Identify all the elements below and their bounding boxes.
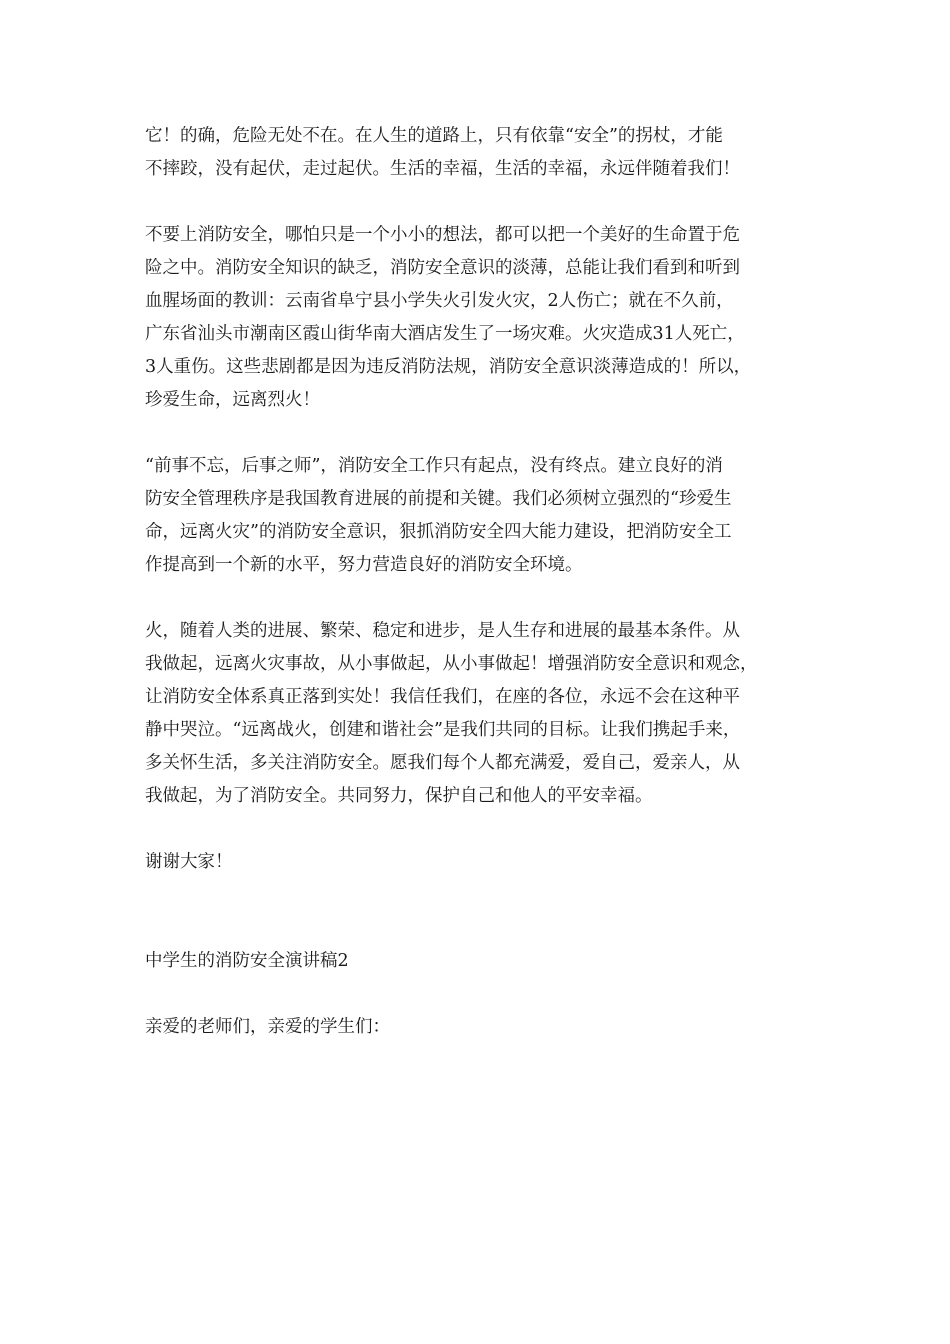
- text-line: 广东省汕头市潮南区霞山街华南大酒店发生了一场灾难。火灾造成31人死亡，: [145, 324, 745, 344]
- text-line: 血腥场面的教训：云南省阜宁县小学失火引发火灾，2人伤亡；就在不久前，: [145, 291, 734, 311]
- paragraph-safety-management: [145, 450, 810, 582]
- text-line: 防安全管理秩序是我国教育进展的前提和关键。我们必须树立强烈的“珍爱生: [145, 489, 732, 509]
- text-line: 火，随着人类的进展、繁荣、稳定和进步，是人生存和进展的最基本条件。从: [145, 621, 740, 641]
- paragraph-thanks: [145, 846, 810, 879]
- text-line: “前事不忘，后事之师”，消防安全工作只有起点，没有终点。建立良好的消: [145, 456, 723, 476]
- paragraph-fire-lessons: [145, 219, 810, 417]
- document-body: [145, 120, 810, 1044]
- section-title-text: 中学生的消防安全演讲稿2: [145, 951, 349, 971]
- text-line: 命，远离火灾”的消防安全意识，狠抓消防安全四大能力建设，把消防安全工: [145, 522, 732, 542]
- text-line: 不摔跤，没有起伏，走过起伏。生活的幸福，生活的幸福，永远伴随着我们！: [145, 159, 740, 179]
- salutation: [145, 1011, 810, 1044]
- text-line: 作提高到一个新的水平，努力营造良好的消防安全环境。: [145, 555, 583, 575]
- text-line: 多关怀生活，多关注消防安全。愿我们每个人都充满爱，爱自己，爱亲人，从: [145, 753, 740, 773]
- text-line: 让消防安全体系真正落到实处！我信任我们，在座的各位，永远不会在这种平: [145, 687, 740, 707]
- text-line: 珍爱生命，远离烈火！: [145, 390, 320, 410]
- text-line: 险之中。消防安全知识的缺乏，消防安全意识的淡薄，总能让我们看到和听到: [145, 258, 740, 278]
- paragraph-fire-and-progress: [145, 615, 810, 813]
- text-line: 静中哭泣。“远离战火，创建和谐社会”是我们共同的目标。让我们携起手来，: [145, 720, 741, 740]
- text-line: 我做起，为了消防安全。共同努力，保护自己和他人的平安幸福。: [145, 786, 653, 806]
- salutation-text: 亲爱的老师们，亲爱的学生们：: [145, 1017, 390, 1037]
- text-line: 不要上消防安全，哪怕只是一个小小的想法，都可以把一个美好的生命置于危: [145, 225, 740, 245]
- section-title: [145, 945, 810, 978]
- text-line: 我做起，远离火灾事故，从小事做起，从小事做起！增强消防安全意识和观念，: [145, 654, 758, 674]
- text-line: 3人重伤。这些悲剧都是因为违反消防法规，消防安全意识淡薄造成的！所以，: [145, 357, 752, 377]
- text-line: 它！的确，危险无处不在。在人生的道路上，只有依靠“安全”的拐杖，才能: [145, 126, 723, 146]
- paragraph-safety-crutch: [145, 120, 810, 186]
- text-line: 谢谢大家！: [145, 852, 233, 872]
